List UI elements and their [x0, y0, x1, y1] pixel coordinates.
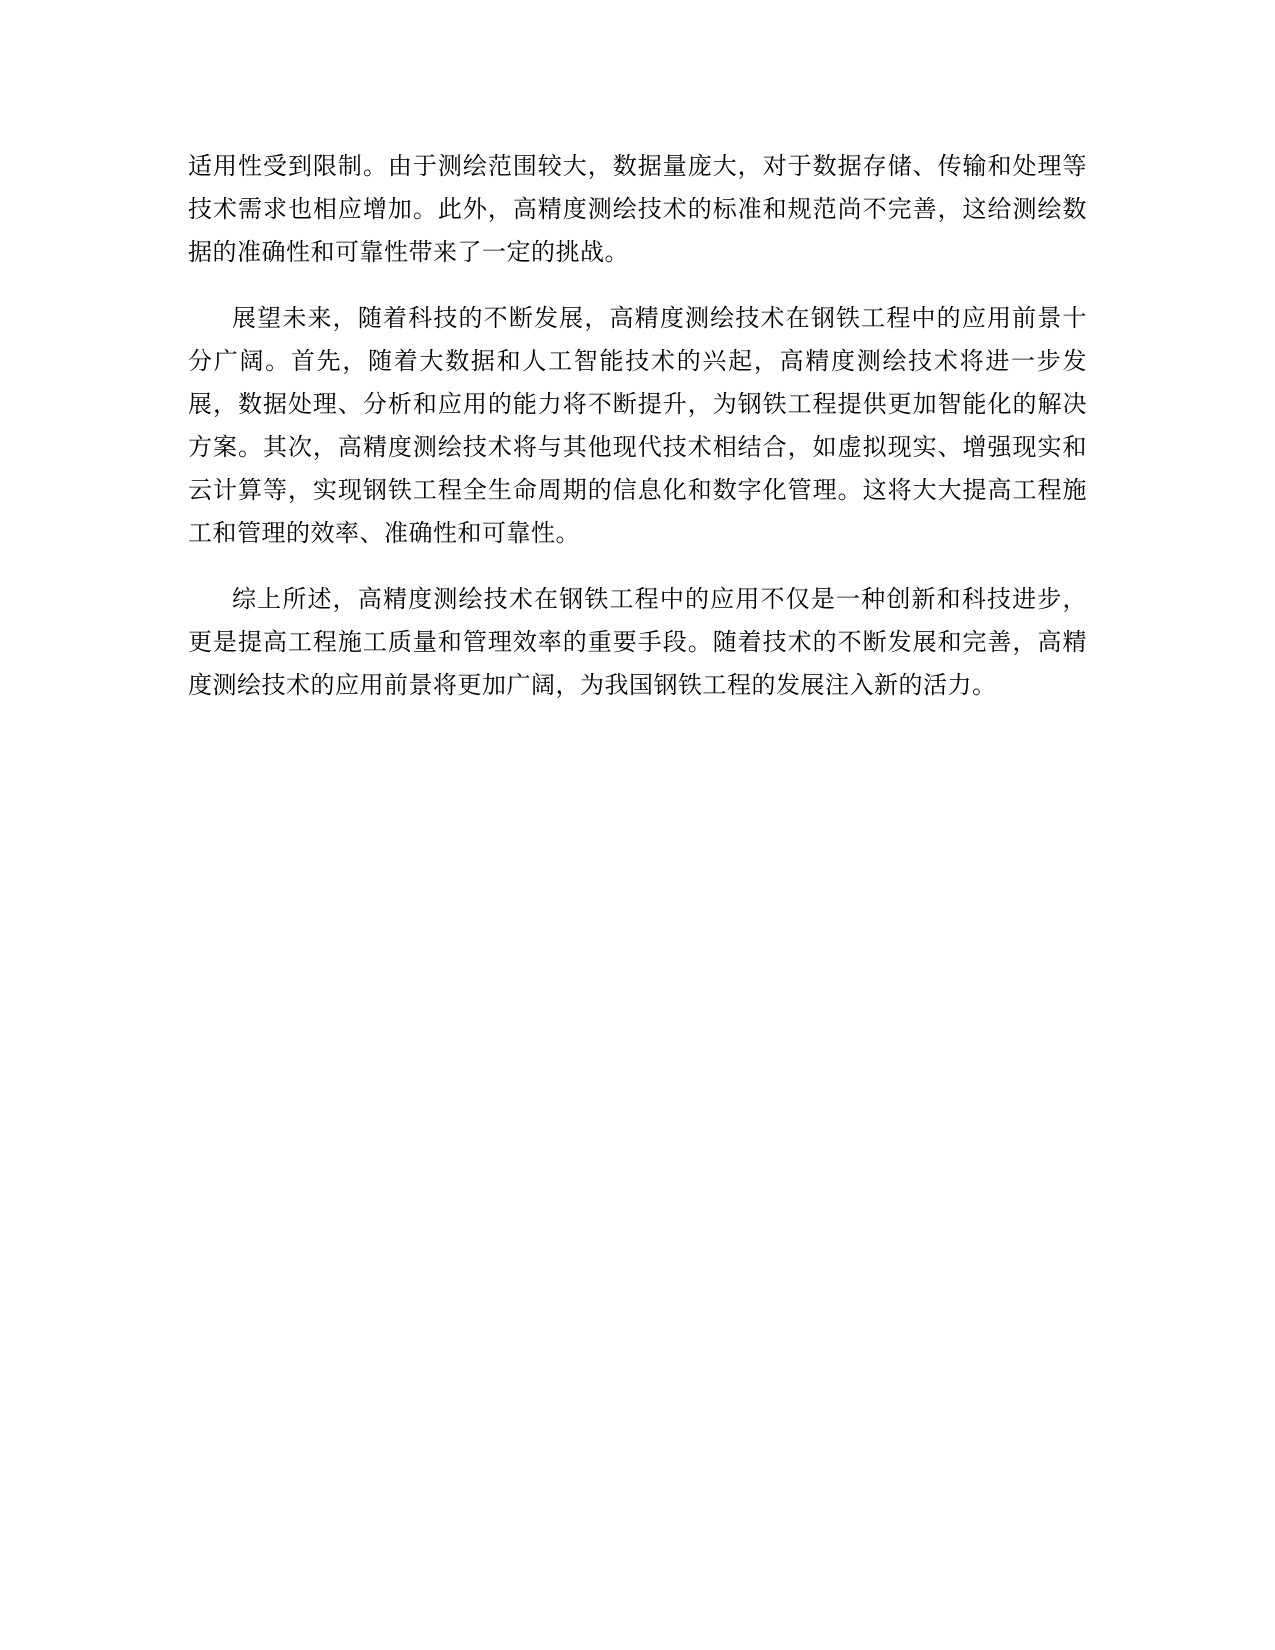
paragraph-continued: 适用性受到限制。由于测绘范围较大，数据量庞大，对于数据存储、传输和处理等技术需求也相应增加。此外，高精度测绘技术的标准和规范尚不完善，这给测绘数据的准确性和可靠性带来了一定的挑战。: [188, 152, 1087, 266]
paragraph-conclusion: 综上所述，高精度测绘技术在钢铁工程中的应用不仅是一种创新和科技进步，更是提高工程施工质量和管理效率的重要手段。随着技术的不断发展和完善，高精度测绘技术的应用前景将更加广阔，为我国钢铁工程的发展注入新的活力。: [188, 585, 1087, 699]
paragraph-outlook: 展望未来，随着科技的不断发展，高精度测绘技术在钢铁工程中的应用前景十分广阔。首先，随着大数据和人工智能技术的兴起，高精度测绘技术将进一步发展，数据处理、分析和应用的能力将不断提升，为钢铁工程提供更加智能化的解决方案。其次，高精度测绘技术将与其他现代技术相结合，如虚拟现实、增强现实和云计算等，实现钢铁工程全生命周期的信息化和数字化管理。这将大大提高工程施工和管理的效率、准确性和可靠性。: [188, 304, 1087, 547]
document-body: [188, 145, 1087, 730]
